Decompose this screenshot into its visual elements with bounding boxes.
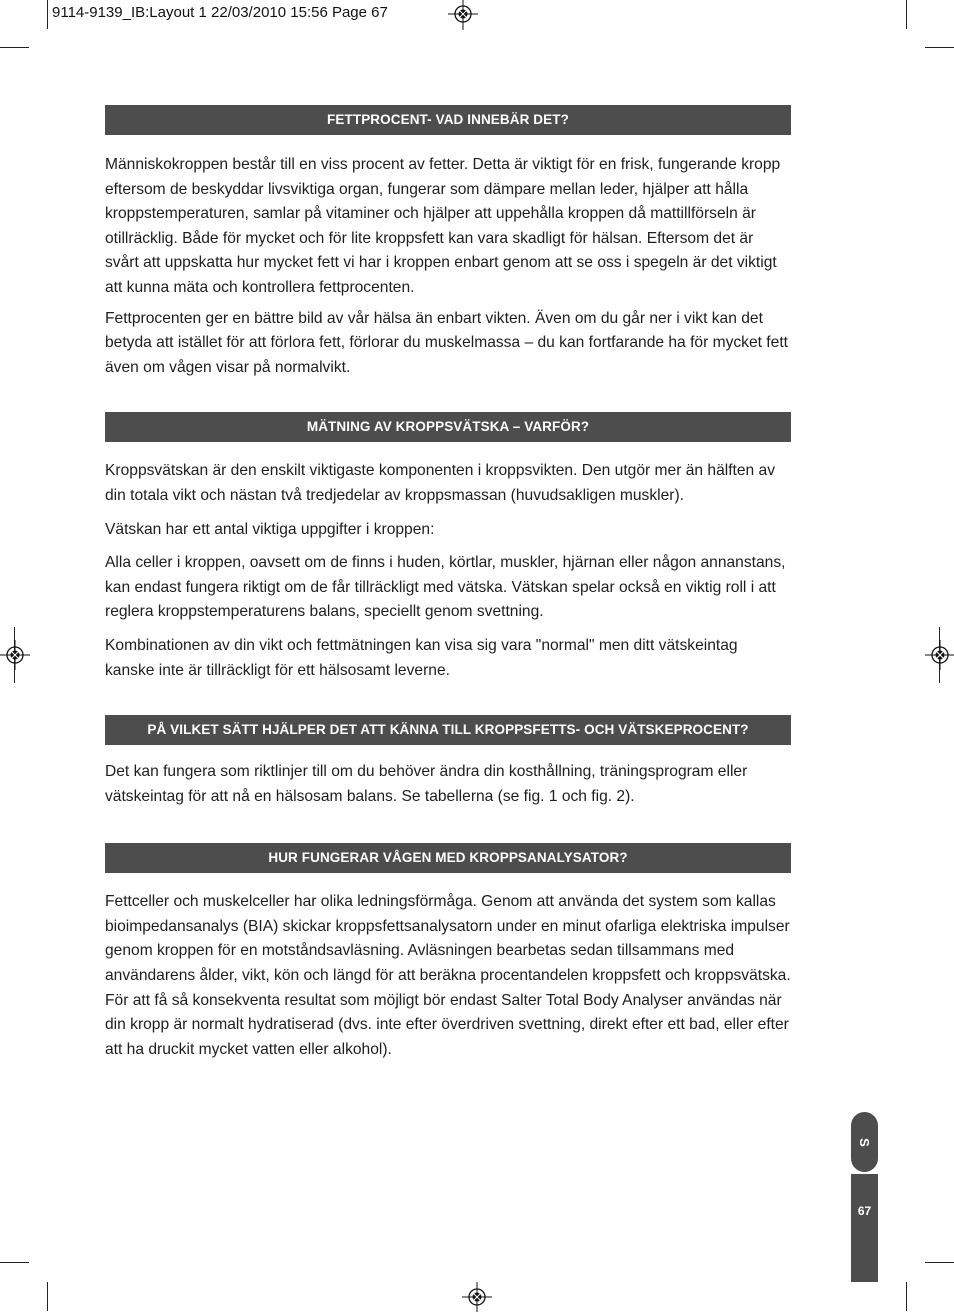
page-number-tab xyxy=(851,1174,878,1282)
crop-mark xyxy=(925,1262,954,1263)
registration-mark-icon xyxy=(925,640,954,670)
crop-mark xyxy=(925,47,954,48)
section-fettprocent xyxy=(105,105,791,380)
paragraph: Det kan fungera som riktlinjer till om du behöver ändra din kosthållning, träningsprogram eller vätskeintag för att nå en hälsosam balans. Se tabellerna (se fig. 1 och fig. 2). xyxy=(105,763,748,805)
section-heading: FETTPROCENT- VAD INNEBÄR DET? xyxy=(105,105,791,135)
crop-mark xyxy=(0,1262,29,1263)
section-heading: MÄTNING AV KROPPSVÄTSKA – VARFÖR? xyxy=(105,412,791,442)
print-slug: 9114-9139_IB:Layout 1 22/03/2010 15:56 Page 67 xyxy=(52,4,388,21)
crop-mark xyxy=(47,0,48,29)
section-fungerar xyxy=(105,843,791,1062)
language-tab xyxy=(851,1112,878,1172)
page-number: 67 xyxy=(857,1204,872,1218)
paragraph: Fettprocenten ger en bättre bild av vår hälsa än enbart vikten. Även om du går ner i vikt kan det betyda att istället för att förlora fett, förlorar du muskelmassa – du kan fortfarande ha för mycket fett även om vågen visar på normalvikt. xyxy=(105,309,788,376)
paragraph: Kombinationen av din vikt och fettmätningen kan visa sig vara "normal" men ditt vätskeintag kanske inte är tillräckligt för ett hälsosamt leverne. xyxy=(105,636,738,679)
paragraph: Vätskan har ett antal viktiga uppgifter i kroppen: xyxy=(105,520,435,538)
crop-mark xyxy=(906,1282,907,1311)
paragraph: Kroppsvätskan är den enskilt viktigaste komponenten i kroppsvikten. Den utgör mer än hälften av din totala vikt och nästan två tredjedelar av kroppsmassan (huvudsakligen muskler). xyxy=(105,462,776,504)
paragraph: Fettceller och muskelceller har olika ledningsförmåga. Genom att använda det system som kallas bioimpedansanalys (BIA) skickar kroppsfettsanalysatorn under en minut ofarliga elektriska impulser genom kroppen för en motståndsavläsning. Avläsningen bearbetas sedan tillsammans med användarens ålder, vikt, kön och längd för att beräkna procentandelen kroppsfett och kroppsvätska. För att få så konsekventa resultat som möjligt bör endast Salter Total Body Analyser användas när din kropp är normalt hydratiserad (dvs. inte efter överdriven svettning, direkt efter ett bad, eller efter att ha druckit mycket vatten eller alkohol). xyxy=(105,893,791,1058)
section-heading: HUR FUNGERAR VÅGEN MED KROPPSANALYSATOR? xyxy=(105,843,791,873)
crop-mark xyxy=(0,47,29,48)
section-heading: PÅ VILKET SÄTT HJÄLPER DET ATT KÄNNA TILL KROPPSFETTS- OCH VÄTSKEPROCENT? xyxy=(105,715,791,745)
crop-mark xyxy=(906,0,907,29)
section-kroppsvatska xyxy=(105,412,791,683)
language-code: S xyxy=(856,1137,872,1147)
paragraph: Människokroppen består till en viss procent av fetter. Detta är viktigt för en frisk, fungerande kropp eftersom de beskyddar livsviktiga organ, fungerar som dämpare mellan leder, hjälper att hålla kroppstemperaturen, samlar på vitaminer och hjälper att uppehålla kroppen då mattillförseln är otillräcklig. Både för mycket och för lite kroppsfett kan vara skadligt för hälsan. Eftersom det är svårt att uppskatta hur mycket fett vi har i kroppen enbart genom att se oss i spegeln är det viktigt att kunna mäta och kontrollera fettprocenten. xyxy=(105,156,781,296)
registration-mark-icon xyxy=(448,0,478,30)
paragraph: Alla celler i kroppen, oavsett om de finns i huden, körtlar, muskler, hjärnan eller någon annanstans, kan endast fungera riktigt om de får tillräckligt med vätska. Vätskan spelar också en viktig roll i att reglera kroppstemperaturens balans, speciellt genom svettning. xyxy=(105,554,786,621)
crop-mark xyxy=(47,1282,48,1311)
registration-mark-icon xyxy=(462,1282,492,1312)
page-content xyxy=(105,105,791,1062)
registration-mark-icon xyxy=(0,640,30,670)
section-hjalper xyxy=(105,715,791,809)
